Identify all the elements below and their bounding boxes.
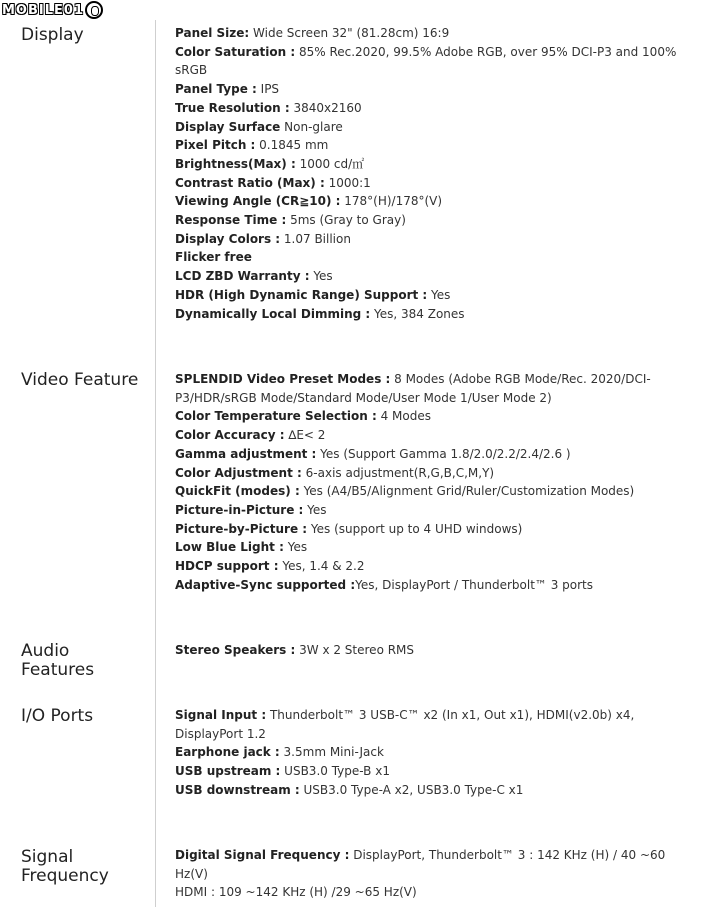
section-title-display: Display bbox=[21, 25, 84, 45]
spec-value: 85% Rec.2020, 99.5% Adobe RGB, over 95% DCI-P3 and 100% sRGB bbox=[175, 44, 677, 78]
mobile01-logo bbox=[2, 1, 103, 19]
spec-row bbox=[175, 230, 700, 249]
spec-label: True Resolution : bbox=[175, 100, 290, 115]
section-title-signal-frequency: Signal Frequency bbox=[21, 847, 109, 886]
spec-label: Low Blue Light : bbox=[175, 540, 284, 555]
spec-row bbox=[175, 520, 700, 539]
spec-label: Dynamically Local Dimming : bbox=[175, 306, 371, 321]
spec-row bbox=[175, 464, 700, 483]
spec-label: Signal Input : bbox=[175, 708, 267, 722]
spec-value: 5ms (Gray to Gray) bbox=[286, 213, 406, 228]
spec-label: Stereo Speakers : bbox=[175, 643, 296, 657]
section-title-audio-features: Audio Features bbox=[21, 641, 95, 680]
spec-row bbox=[175, 305, 700, 324]
spec-value: 1000:1 bbox=[324, 175, 371, 190]
column-divider bbox=[155, 20, 156, 907]
section-io-ports bbox=[175, 706, 700, 800]
spec-row bbox=[175, 445, 700, 464]
spec-value: 4 Modes bbox=[376, 409, 431, 424]
spec-row bbox=[175, 883, 700, 902]
spec-label: HDR (High Dynamic Range) Support : bbox=[175, 287, 428, 302]
section-signal-frequency bbox=[175, 846, 700, 902]
spec-label: SPLENDID Video Preset Modes : bbox=[175, 372, 391, 386]
section-title-video-feature: Video Feature bbox=[21, 370, 139, 390]
spec-row bbox=[175, 538, 700, 557]
spec-row bbox=[175, 426, 700, 445]
spec-row bbox=[175, 99, 700, 118]
spec-label: Viewing Angle (CR≧10) : bbox=[175, 194, 341, 209]
spec-label: Color Accuracy : bbox=[175, 428, 285, 443]
spec-value: USB3.0 Type-B x1 bbox=[280, 764, 390, 779]
spec-value: Yes bbox=[303, 502, 327, 517]
spec-value: USB3.0 Type-A x2, USB3.0 Type-C x1 bbox=[299, 782, 524, 797]
spec-row bbox=[175, 370, 700, 407]
spec-row bbox=[175, 407, 700, 426]
spec-value: Yes, 1.4 & 2.2 bbox=[278, 559, 365, 574]
spec-row bbox=[175, 641, 700, 660]
spec-label: Brightness(Max) : bbox=[175, 156, 296, 171]
spec-value: Yes, 384 Zones bbox=[370, 306, 465, 321]
spec-label: Flicker free bbox=[175, 250, 252, 265]
spec-value: Yes (A4/B5/Alignment Grid/Ruler/Customization Modes) bbox=[299, 484, 635, 499]
spec-row bbox=[175, 211, 700, 230]
logo-icon bbox=[85, 1, 103, 19]
spec-value: ∆E< 2 bbox=[284, 428, 326, 443]
spec-row bbox=[175, 743, 700, 762]
spec-label: Digital Signal Frequency : bbox=[175, 848, 350, 862]
logo-text: MOBILE01 bbox=[2, 2, 84, 18]
spec-value: Yes (support up to 4 UHD windows) bbox=[307, 521, 523, 536]
spec-label: Panel Type : bbox=[175, 82, 257, 97]
section-audio-features bbox=[175, 641, 700, 660]
spec-row bbox=[175, 762, 700, 781]
spec-value: DisplayPort, Thunderbolt™ 3 : 142 KHz (H) / 40 ~60 Hz(V) bbox=[175, 848, 666, 881]
spec-value: Yes bbox=[309, 269, 333, 284]
spec-label: QuickFit (modes) : bbox=[175, 484, 300, 499]
section-title-io-ports: I/O Ports bbox=[21, 706, 94, 726]
spec-label: HDCP support : bbox=[175, 559, 279, 574]
spec-label: Color Temperature Selection : bbox=[175, 409, 377, 424]
spec-value: Yes bbox=[283, 540, 308, 555]
spec-value: 3840x2160 bbox=[289, 100, 362, 115]
spec-row bbox=[175, 24, 700, 43]
spec-value: Non-glare bbox=[280, 119, 343, 134]
spec-row bbox=[175, 136, 700, 155]
spec-row bbox=[175, 155, 700, 174]
spec-label: LCD ZBD Warranty : bbox=[175, 269, 310, 284]
spec-label: Gamma adjustment : bbox=[175, 446, 317, 461]
spec-row bbox=[175, 846, 700, 883]
spec-value: Yes, DisplayPort / Thunderbolt™ 3 ports bbox=[355, 577, 594, 592]
spec-value: 0.1845 mm bbox=[255, 138, 329, 153]
spec-value: HDMI : 109 ~142 KHz (H) /29 ~65 Hz(V) bbox=[175, 885, 417, 900]
spec-label: Display Colors : bbox=[175, 231, 281, 246]
spec-label: Earphone jack : bbox=[175, 745, 280, 760]
spec-value: Wide Screen 32" (81.28cm) 16:9 bbox=[249, 26, 450, 40]
spec-value: 1000 cd/㎡ bbox=[295, 156, 365, 171]
spec-value: 3W x 2 Stereo RMS bbox=[295, 643, 415, 657]
spec-row bbox=[175, 267, 700, 286]
spec-label: Pixel Pitch : bbox=[175, 138, 256, 153]
spec-row bbox=[175, 192, 700, 211]
spec-row bbox=[175, 174, 700, 193]
spec-row bbox=[175, 482, 700, 501]
spec-value: 8 Modes (Adobe RGB Mode/Rec. 2020/DCI-P3/HDR/sRGB Mode/Standard Mode/User Mode 1/User Mode 2) bbox=[175, 372, 651, 405]
spec-label: Display Surface bbox=[175, 119, 281, 134]
spec-value: 3.5mm Mini-Jack bbox=[279, 745, 384, 760]
spec-row bbox=[175, 781, 700, 800]
spec-value: 6-axis adjustment(R,G,B,C,M,Y) bbox=[301, 465, 495, 480]
spec-label: Response Time : bbox=[175, 213, 287, 228]
spec-row bbox=[175, 576, 700, 595]
spec-label: USB upstream : bbox=[175, 764, 281, 779]
spec-row bbox=[175, 286, 700, 305]
spec-label: Contrast Ratio (Max) : bbox=[175, 175, 325, 190]
section-video-feature bbox=[175, 370, 700, 594]
spec-row bbox=[175, 43, 700, 80]
spec-row bbox=[175, 248, 700, 267]
spec-row bbox=[175, 706, 700, 743]
section-display bbox=[175, 24, 700, 323]
spec-value: Thunderbolt™ 3 USB-C™ x2 (In x1, Out x1), HDMI(v2.0b) x4, DisplayPort 1.2 bbox=[175, 708, 635, 741]
spec-label: USB downstream : bbox=[175, 782, 300, 797]
spec-value: Yes (Support Gamma 1.8/2.0/2.2/2.4/2.6 ) bbox=[316, 446, 571, 461]
spec-value: IPS bbox=[256, 82, 280, 97]
spec-label: Panel Size: bbox=[175, 26, 250, 40]
spec-label: Picture-in-Picture : bbox=[175, 502, 304, 517]
spec-value: Yes bbox=[427, 287, 451, 302]
spec-row bbox=[175, 118, 700, 137]
spec-row bbox=[175, 80, 700, 99]
spec-label: Adaptive-Sync supported : bbox=[175, 577, 356, 592]
spec-value: 1.07 Billion bbox=[280, 231, 351, 246]
spec-row bbox=[175, 501, 700, 520]
spec-label: Color Saturation : bbox=[175, 44, 296, 59]
spec-value: 178°(H)/178°(V) bbox=[340, 194, 443, 209]
spec-label: Picture-by-Picture : bbox=[175, 521, 308, 536]
spec-label: Color Adjustment : bbox=[175, 465, 302, 480]
spec-row bbox=[175, 557, 700, 576]
